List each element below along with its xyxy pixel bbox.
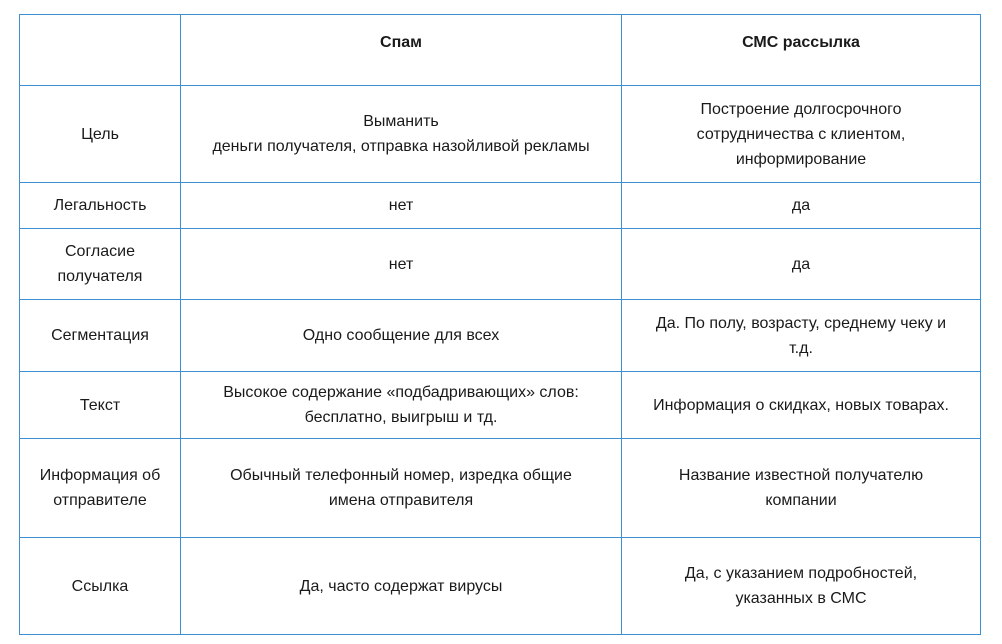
table-row [20,86,981,183]
sms-cell-line: информирование [735,150,867,168]
sms-cell-line: т.д. [789,339,813,357]
header-sms: СМС рассылка [622,15,981,86]
table-row [20,439,981,538]
spam-cell-line: Да, часто содержат вирусы [299,577,503,595]
row-label-line: отправителе [53,492,147,509]
sms-cell-line: компании [765,492,837,509]
row-label [20,439,181,538]
spam-cell [181,538,622,635]
row-label-line: Согласие [64,243,135,260]
spam-cell-line: нет [388,255,414,273]
sms-cell-line: да [791,197,811,214]
sms-cell [622,86,981,183]
sms-cell-line: Название известной получателю [678,467,924,484]
spam-cell [181,229,622,300]
row-label [20,300,181,372]
row-label [20,229,181,300]
sms-cell [622,229,981,300]
sms-cell-line: указанных в СМС [735,590,867,607]
comparison-table [19,14,981,635]
sms-cell-line: сотрудничества с клиентом, [696,125,906,143]
sms-cell-line: Да, с указанием подробностей, [684,565,918,582]
sms-cell [622,300,981,372]
table-row [20,229,981,300]
row-label-line: Сегментация [51,327,149,344]
table-row [20,300,981,372]
spam-cell [181,300,622,372]
spam-cell-line: бесплатно, выигрыш и тд. [304,409,498,426]
corner-cell [20,15,181,86]
spam-cell-line: Обычный телефонный номер, изредка общие [230,467,572,484]
spam-cell-line: деньги получателя, отправка назойливой рекламы [212,138,590,155]
header-spam: Спам [181,15,622,86]
sms-cell [622,538,981,635]
sms-cell [622,439,981,538]
table-row [20,538,981,635]
row-label-line: Информация об [39,467,161,484]
spam-cell [181,86,622,183]
row-label [20,538,181,635]
row-label-line: Текст [79,396,121,414]
table-row [20,372,981,439]
sms-cell-line: Построение долгосрочного [700,100,902,118]
row-label [20,183,181,229]
header-row [20,15,981,86]
spam-cell [181,183,622,229]
spam-cell-line: нет [388,197,414,214]
spam-cell [181,372,622,439]
spam-cell-line: Высокое содержание «подбадривающих» слов: [223,384,579,401]
row-label-line: Ссылка [71,577,129,595]
row-label [20,372,181,439]
spam-cell-line: Одно сообщение для всех [302,327,500,344]
row-label-line: Легальность [53,197,147,214]
spam-cell [181,439,622,538]
sms-cell [622,372,981,439]
sms-cell-line: да [791,255,811,273]
table-row [20,183,981,229]
sms-cell [622,183,981,229]
row-label-line: получателя [57,268,143,285]
spam-cell-line: имена отправителя [328,492,474,509]
row-label-line: Цель [81,125,119,143]
sms-cell-line: Информация о скидках, новых товарах. [653,396,949,414]
row-label [20,86,181,183]
sms-cell-line: Да. По полу, возрасту, среднему чеку и [655,314,947,332]
spam-cell-line: Выманить [363,113,439,130]
